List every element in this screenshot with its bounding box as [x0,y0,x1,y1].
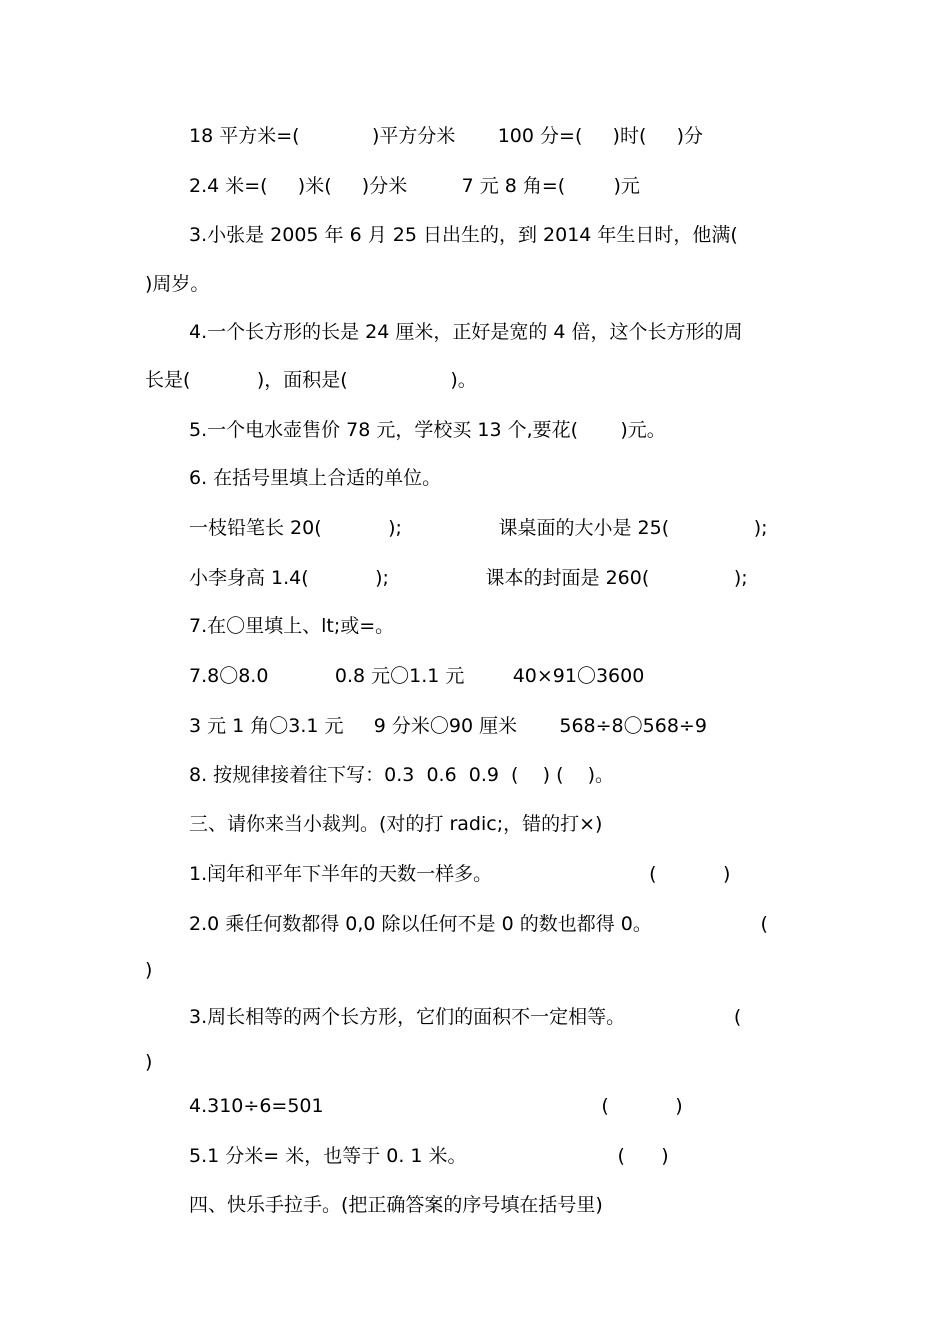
line-question-3-cont: )周岁。 [145,273,210,295]
line-question-7-b: 3 元 1 角〇3.1 元 9 分米〇90 厘米 568÷8〇568÷9 [189,715,707,737]
line-judge-2-cont: ) [145,959,153,981]
line-question-7-a: 7.8〇8.0 0.8 元〇1.1 元 40×91〇3600 [189,665,645,687]
section-heading-3: 三、请你来当小裁判。(对的打 radic;，错的打×) [189,813,603,835]
line-question-8: 8. 按规律接着往下写：0.3 0.6 0.9 ( ) ( )。 [189,764,615,786]
line-judge-1: 1.闰年和平年下半年的天数一样多。 ( ) [189,863,731,885]
line-judge-3: 3.周长相等的两个长方形，它们的面积不一定相等。 ( [189,1006,742,1028]
line-question-6-a: 一枝铅笔长 20( ); 课桌面的大小是 25( ); [189,517,768,539]
line-judge-3-cont: ) [145,1051,153,1073]
line-unit-conversion-2: 2.4 米=( )米( )分米 7 元 8 角=( )元 [189,175,640,197]
line-judge-4: 4.310÷6=501 ( ) [189,1095,683,1117]
section-heading-4: 四、快乐手拉手。(把正确答案的序号填在括号里) [189,1194,603,1216]
line-question-4: 4.一个长方形的长是 24 厘米，正好是宽的 4 倍，这个长方形的周 [189,321,743,343]
line-question-6-b: 小李身高 1.4( ); 课本的封面是 260( ); [189,567,748,589]
line-question-7: 7.在〇里填上、lt;或=。 [189,615,395,637]
line-question-4-cont: 长是( )，面积是( )。 [145,369,477,391]
line-judge-2: 2.0 乘任何数都得 0,0 除以任何不是 0 的数也都得 0。 ( [189,913,768,935]
line-question-3: 3.小张是 2005 年 6 月 25 日出生的，到 2014 年生日时，他满( [189,224,738,246]
line-question-6: 6. 在括号里填上合适的单位。 [189,467,442,489]
line-judge-5: 5.1 分米= 米，也等于 0. 1 米。 ( ) [189,1145,669,1167]
line-unit-conversion-1: 18 平方米=( )平方分米 100 分=( )时( )分 [189,125,703,147]
line-question-5: 5.一个电水壶售价 78 元，学校买 13 个,要花( )元。 [189,419,666,441]
